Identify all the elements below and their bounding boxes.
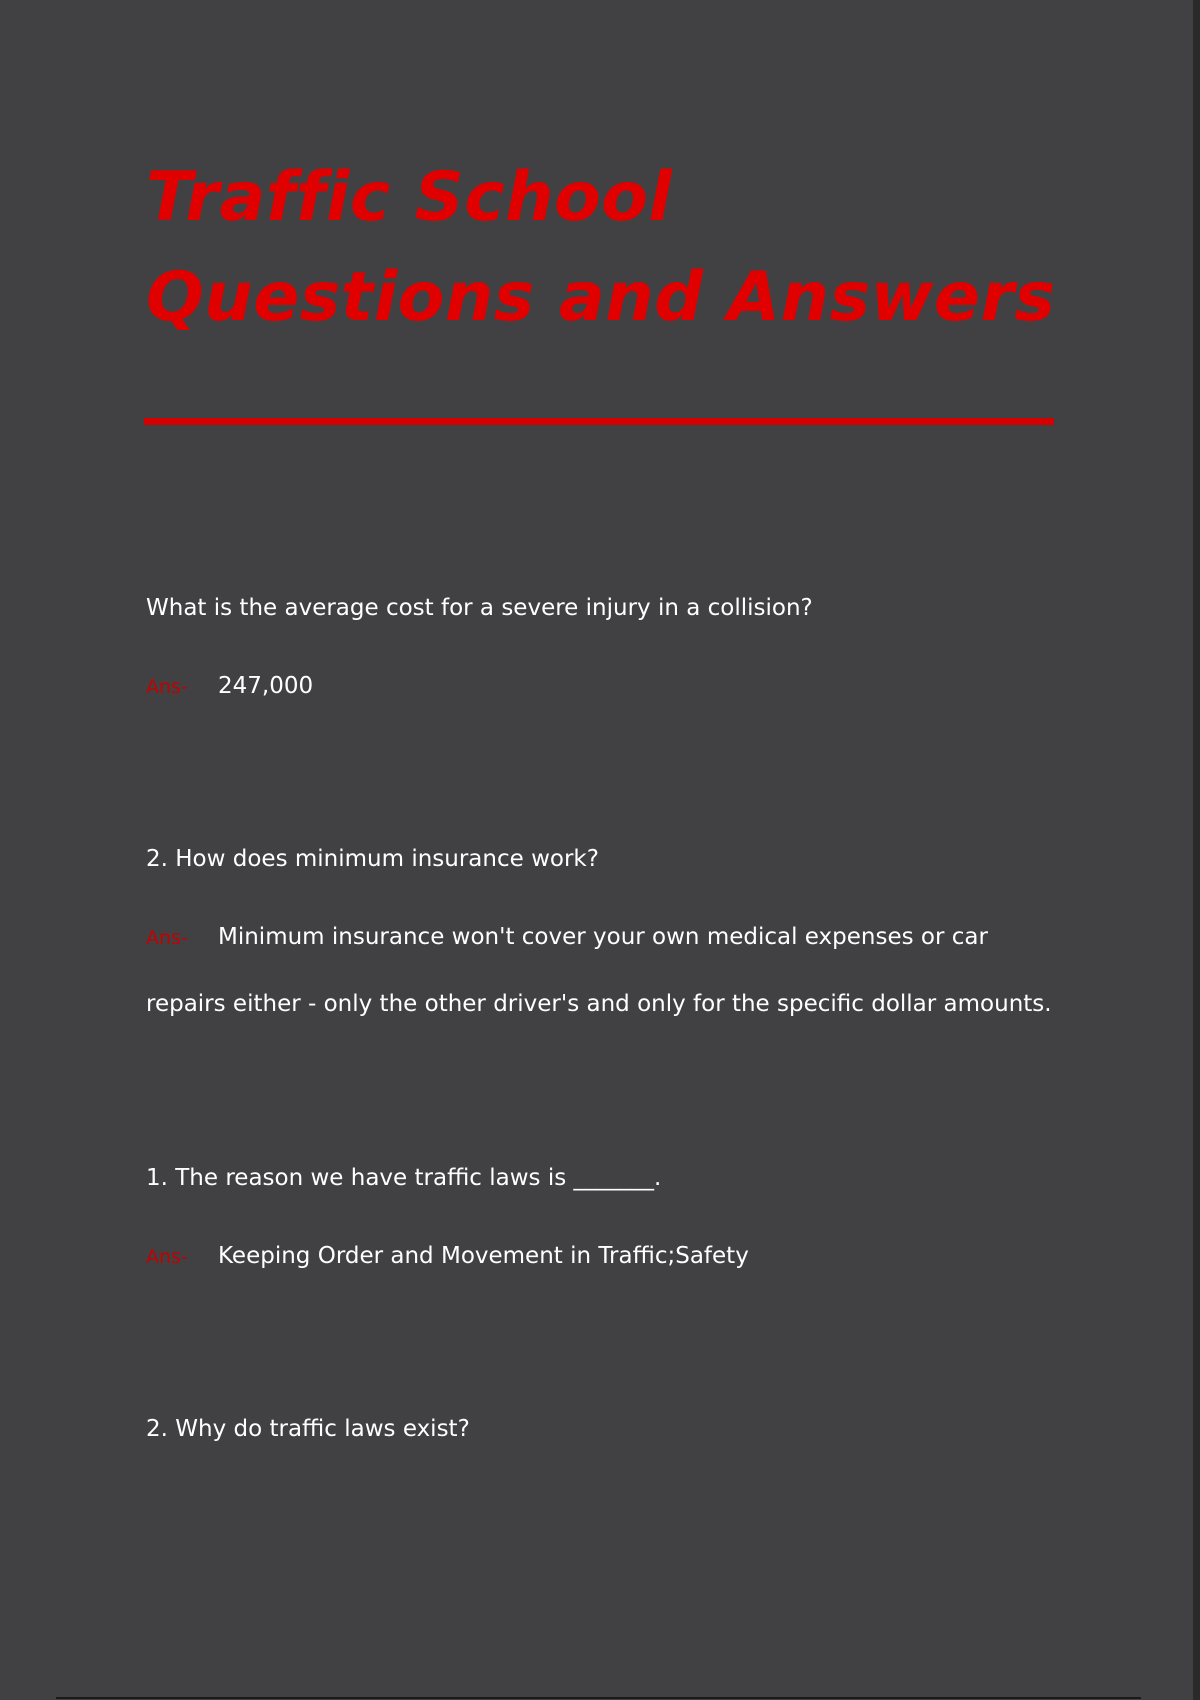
answer-line (146, 653, 1066, 720)
question-text: 1. The reason we have traffic laws is _______. (146, 1165, 662, 1191)
answer-label: Ans- (146, 1246, 188, 1268)
answer-label: Ans- (146, 927, 188, 949)
qa-item (146, 843, 1066, 1037)
answer-line (146, 1223, 1066, 1290)
title-divider (144, 418, 1054, 425)
qa-item (146, 1413, 1066, 1445)
answer-label: Ans- (146, 676, 188, 698)
qa-item (146, 592, 1066, 720)
question-text: 2. Why do traffic laws exist? (146, 1416, 470, 1442)
answer-text: 247,000 (218, 673, 314, 699)
question-text: What is the average cost for a severe injury in a collision? (146, 595, 813, 621)
answer-line (146, 904, 1066, 1037)
page-edge-shadow (1193, 0, 1200, 1700)
question-text: 2. How does minimum insurance work? (146, 846, 599, 872)
document-title: Traffic School Questions and Answers (146, 158, 1056, 337)
page-bottom-rule (56, 1697, 1141, 1699)
answer-text: Keeping Order and Movement in Traffic;Safety (218, 1243, 749, 1269)
answer-text: Minimum insurance won't cover your own medical expenses or car repairs either - only the other driver's and only for the specific dollar amounts. (146, 924, 1052, 1017)
qa-item (146, 1162, 1066, 1290)
